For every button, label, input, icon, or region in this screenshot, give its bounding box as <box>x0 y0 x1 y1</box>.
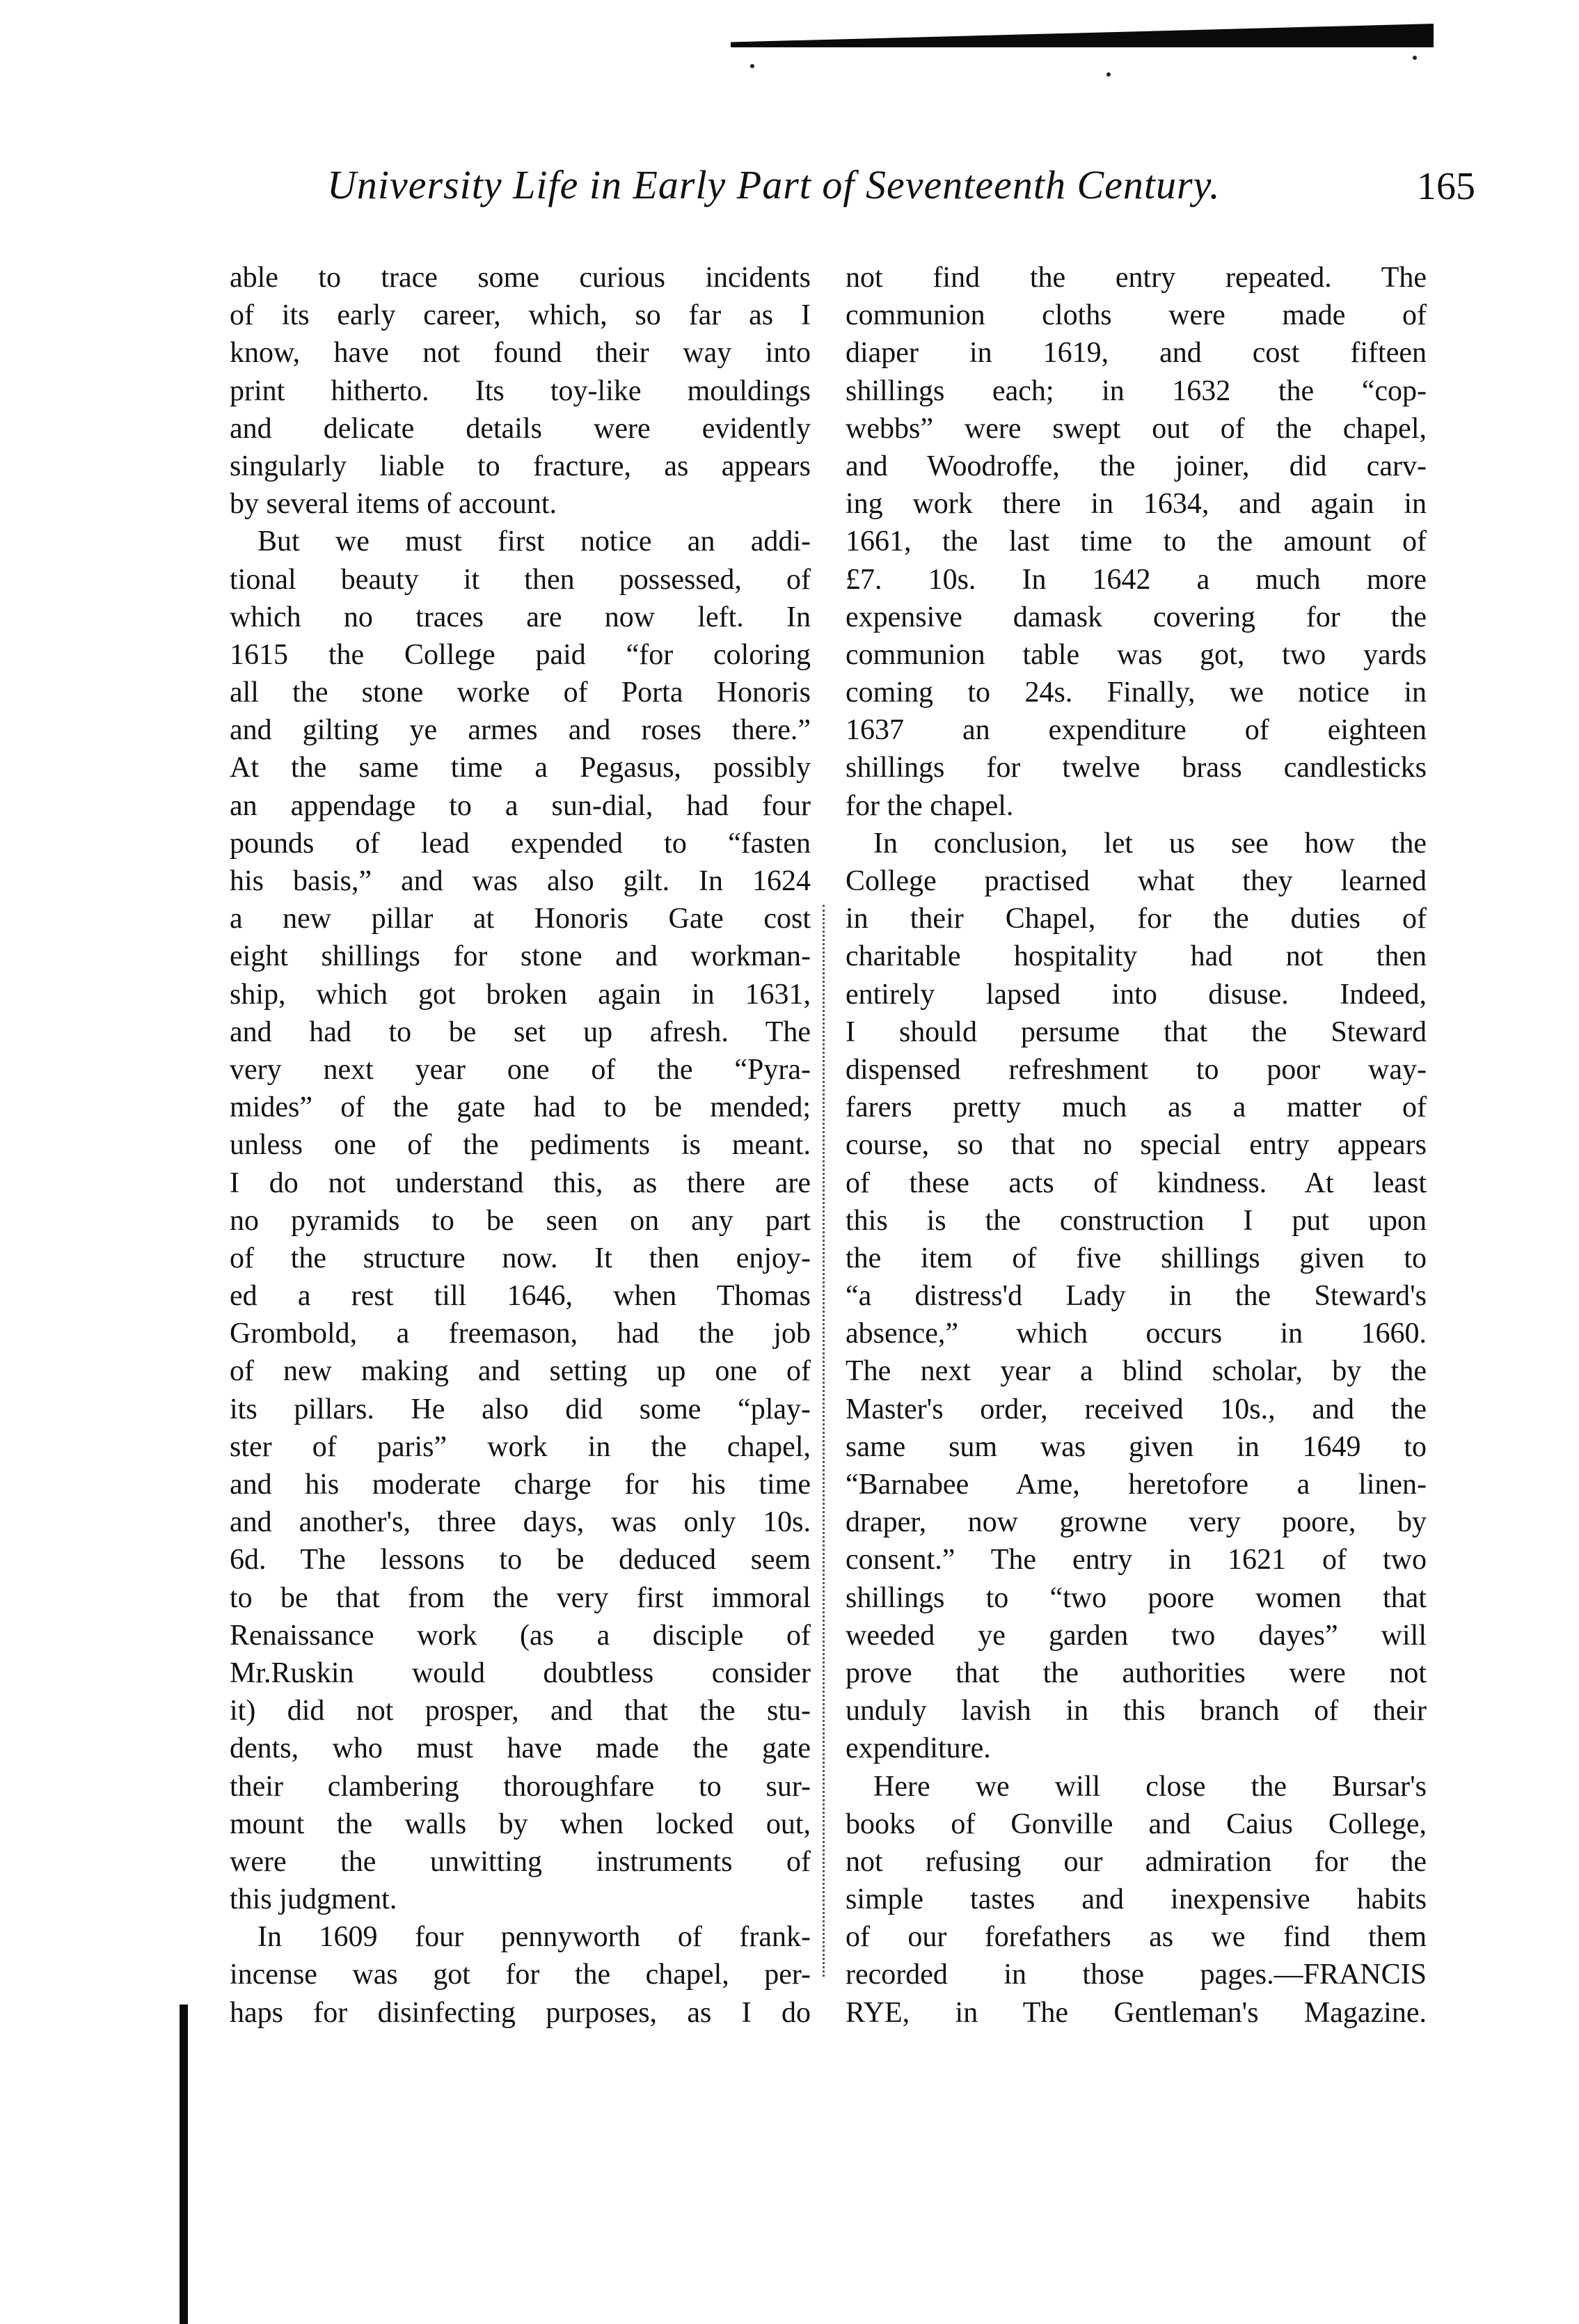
text-line: But we must first notice an addi- <box>257 525 811 558</box>
running-title: University Life in Early Part of Seventeenth Century. <box>327 162 1221 207</box>
text-line: In conclusion, let us see how the <box>873 827 1427 860</box>
text-line: and another's, three days, was only 10s. <box>230 1506 811 1539</box>
text-line: his basis,” and was also gilt. In 1624 <box>230 865 811 897</box>
text-line: £7. 10s. In 1642 a much more <box>846 563 1427 596</box>
text-line: prove that the authorities were not <box>846 1657 1427 1689</box>
text-line: simple tastes and inexpensive habits <box>846 1883 1427 1916</box>
text-line: ster of paris” work in the chapel, <box>230 1430 811 1463</box>
text-line: dents, who must have made the gate <box>230 1732 811 1765</box>
text-line: 1637 an expenditure of eighteen <box>846 714 1427 747</box>
text-line: pounds of lead expended to “fasten <box>230 827 811 860</box>
text-line: this judgment. <box>230 1883 397 1916</box>
text-line: shillings each; in 1632 the “cop- <box>846 374 1427 407</box>
top-scan-rule-thin <box>779 42 1434 45</box>
text-line: I should persume that the Steward <box>846 1015 1427 1048</box>
text-line: 6d. The lessons to be deduced seem <box>230 1544 811 1576</box>
text-line: communion table was got, two yards <box>846 638 1427 671</box>
text-line: singularly liable to fracture, as appears <box>230 450 811 482</box>
text-line: diaper in 1619, and cost fifteen <box>846 337 1427 370</box>
text-line: not find the entry repeated. The <box>846 262 1427 294</box>
page-number: 165 <box>1417 165 1475 208</box>
text-line: shillings to “two poore women that <box>846 1581 1427 1614</box>
column-gutter-dots <box>823 905 825 1977</box>
text-line: ed a rest till 1646, when Thomas <box>230 1280 811 1313</box>
right-text-column <box>846 259 1427 2032</box>
text-line: Mr.Ruskin would doubtless consider <box>230 1657 811 1689</box>
text-line: mides” of the gate had to be mended; <box>230 1091 811 1124</box>
text-line: expensive damask covering for the <box>846 601 1427 633</box>
text-line: same sum was given in 1649 to <box>846 1430 1427 1463</box>
text-line: print hitherto. Its toy-like mouldings <box>230 374 811 407</box>
text-line: Master's order, received 10s., and the <box>846 1393 1427 1425</box>
text-line: to be that from the very first immoral <box>230 1581 811 1614</box>
left-text-column <box>230 259 811 2032</box>
text-line: entirely lapsed into disuse. Indeed, <box>846 978 1427 1011</box>
text-line: eight shillings for stone and workman- <box>230 940 811 973</box>
text-line: very next year one of the “Pyra- <box>230 1053 811 1086</box>
text-line: tional beauty it then possessed, of <box>230 563 811 596</box>
text-line: and gilting ye armes and roses there.” <box>230 714 811 747</box>
text-line: their clambering thoroughfare to sur- <box>230 1770 811 1803</box>
text-line: “a distress'd Lady in the Steward's <box>846 1280 1427 1313</box>
text-line: not refusing our admiration for the <box>846 1845 1427 1878</box>
text-line: in their Chapel, for the duties of <box>846 903 1427 935</box>
text-line: and Woodroffe, the joiner, did carv- <box>846 450 1427 482</box>
text-line: of our forefathers as we find them <box>846 1921 1427 1954</box>
text-line: 1661, the last time to the amount of <box>846 525 1427 558</box>
text-line: able to trace some curious incidents <box>230 262 811 294</box>
text-line: At the same time a Pegasus, possibly <box>230 752 811 784</box>
text-line: In 1609 four pennyworth of frank- <box>257 1921 811 1954</box>
text-line: this is the construction I put upon <box>846 1204 1427 1237</box>
text-line: which no traces are now left. In <box>230 601 811 633</box>
text-line: an appendage to a sun-dial, had four <box>230 789 811 822</box>
text-line: farers pretty much as a matter of <box>846 1091 1427 1124</box>
text-line: shillings for twelve brass candlesticks <box>846 752 1427 784</box>
text-line: consent.” The entry in 1621 of two <box>846 1544 1427 1576</box>
text-line: mount the walls by when locked out, <box>230 1808 811 1840</box>
text-line: all the stone worke of Porta Honoris <box>230 677 811 709</box>
text-line: it) did not prosper, and that the stu- <box>230 1695 811 1728</box>
text-line: and delicate details were evidently <box>230 412 811 445</box>
running-head <box>327 161 1475 224</box>
scan-speck <box>1413 56 1417 60</box>
text-line: Grombold, a freemason, had the job <box>230 1318 811 1350</box>
text-line: weeded ye garden two dayes” will <box>846 1619 1427 1652</box>
text-line: by several items of account. <box>230 488 557 521</box>
text-line: of new making and setting up one of <box>230 1355 811 1388</box>
text-line: books of Gonville and Caius College, <box>846 1808 1427 1840</box>
text-line: were the unwitting instruments of <box>230 1845 811 1878</box>
text-line: recorded in those pages.—FRANCIS <box>846 1959 1427 1991</box>
text-line: a new pillar at Honoris Gate cost <box>230 903 811 935</box>
text-line: no pyramids to be seen on any part <box>230 1204 811 1237</box>
text-line: for the chapel. <box>846 789 1014 822</box>
text-line: ing work there in 1634, and again in <box>846 488 1427 521</box>
text-line: I do not understand this, as there are <box>230 1167 811 1199</box>
text-line: course, so that no special entry appears <box>846 1129 1427 1162</box>
text-line: and his moderate charge for his time <box>230 1469 811 1501</box>
text-line: College practised what they learned <box>846 865 1427 897</box>
text-line: of these acts of kindness. At least <box>846 1167 1427 1199</box>
text-line: of the structure now. It then enjoy- <box>230 1242 811 1274</box>
text-line: unduly lavish in this branch of their <box>846 1695 1427 1728</box>
text-line: ship, which got broken again in 1631, <box>230 978 811 1011</box>
text-line: communion cloths were made of <box>846 299 1427 332</box>
text-line: charitable hospitality had not then <box>846 940 1427 973</box>
text-line: and had to be set up afresh. The <box>230 1015 811 1048</box>
text-line: expenditure. <box>846 1732 991 1765</box>
text-line: Here we will close the Bursar's <box>873 1770 1427 1803</box>
text-line: “Barnabee Ame, heretofore a linen- <box>846 1469 1427 1501</box>
text-line: unless one of the pediments is meant. <box>230 1129 811 1162</box>
scan-speck <box>1106 72 1111 77</box>
text-line: incense was got for the chapel, per- <box>230 1959 811 1991</box>
text-line: The next year a blind scholar, by the <box>846 1355 1427 1388</box>
text-line: of its early career, which, so far as I <box>230 299 811 332</box>
text-line: webbs” were swept out of the chapel, <box>846 412 1427 445</box>
text-line: RYE, in The Gentleman's Magazine. <box>846 1996 1427 2029</box>
text-line: its pillars. He also did some “play- <box>230 1393 811 1425</box>
text-line: coming to 24s. Finally, we notice in <box>846 677 1427 709</box>
text-line: haps for disinfecting purposes, as I do <box>230 1996 811 2029</box>
text-line: absence,” which occurs in 1660. <box>846 1318 1427 1350</box>
text-line: dispensed refreshment to poor way- <box>846 1053 1427 1086</box>
text-line: know, have not found their way into <box>230 337 811 370</box>
text-line: draper, now growne very poore, by <box>846 1506 1427 1539</box>
scan-edge-mark <box>180 2005 188 2324</box>
text-line: Renaissance work (as a disciple of <box>230 1619 811 1652</box>
text-line: 1615 the College paid “for coloring <box>230 638 811 671</box>
text-line: the item of five shillings given to <box>846 1242 1427 1274</box>
scan-speck <box>750 64 754 68</box>
